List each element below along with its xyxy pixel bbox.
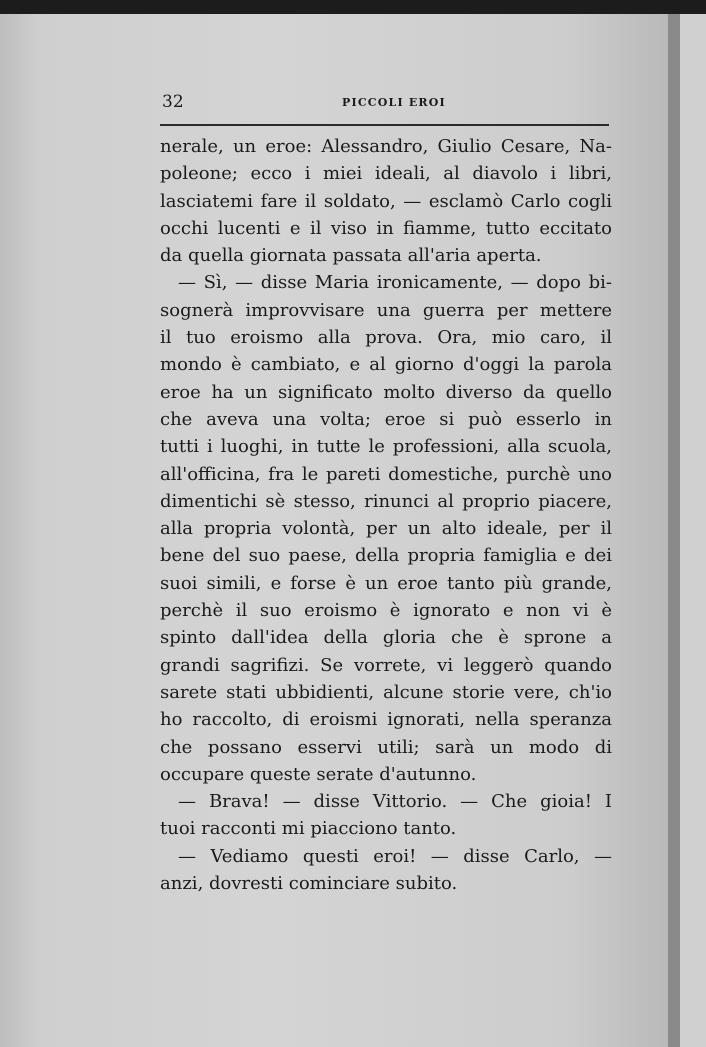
text-line: alla propria volontà, per un alto ideale, per il [160,518,612,540]
text-line: bene del suo paese, della propria famiglia e dei [160,545,612,567]
text-line: ho raccolto, di eroismi ignorati, nella speranza [160,709,612,731]
text-line: perchè il suo eroismo è ignorato e non vi è [160,600,612,622]
page-edge [668,14,680,1047]
text-line: poleone; ecco i miei ideali, al diavolo i libri, [160,163,612,185]
text-line: lasciatemi fare il soldato, — esclamò Carlo cogli [160,190,612,212]
text-line: mondo è cambiato, e al giorno d'oggi la parola [160,354,612,376]
text-line: occhi lucenti e il viso in fiamme, tutto eccitato [160,217,612,239]
text-line: — Sì, — disse Maria ironicamente, — dopo bi- [178,272,612,294]
text-line: suoi simili, e forse è un eroe tanto più grande, [160,572,612,594]
text-line: tuoi racconti mi piacciono tanto. [160,818,457,840]
text-line: da quella giornata passata all'aria aperta. [160,245,542,267]
text-line: anzi, dovresti cominciare subito. [160,873,458,895]
text-line: sarete stati ubbidienti, alcune storie vere, ch'io [160,681,612,703]
text-line: tutti i luoghi, in tutte le professioni, alla scuola, [160,436,612,458]
text-line: nerale, un eroe: Alessandro, Giulio Cesare, Na- [160,136,612,157]
text-line: eroe ha un significato molto diverso da quello [160,381,612,403]
page-number: 32 [162,92,184,112]
text-line: che possano esservi utili; sarà un modo di [160,736,612,758]
text-line: spinto dall'idea della gloria che è sprone a [160,627,612,649]
text-line: grandi sagrifizi. Se vorrete, vi leggerò quando [160,654,612,676]
adjacent-page-strip [680,14,706,1047]
text-line: che aveva una volta; eroe si può esserlo in [160,408,612,430]
text-line: dimentichi sè stesso, rinunci al proprio piacere, [160,490,612,512]
text-line: — Vediamo questi eroi! — disse Carlo, — [178,845,612,867]
text-line: il tuo eroismo alla prova. Ora, mio caro, il [160,327,612,349]
text-line: — Brava! — disse Vittorio. — Che gioia! I [178,791,612,813]
running-title: PICCOLI EROI [342,96,446,109]
page-header [162,92,610,114]
body-text [160,133,612,897]
text-line: all'officina, fra le pareti domestiche, purchè uno [160,463,612,485]
header-rule [160,124,609,126]
text-line: sognerà improvvisare una guerra per mettere [160,299,612,321]
text-line: occupare queste serate d'autunno. [160,763,477,785]
